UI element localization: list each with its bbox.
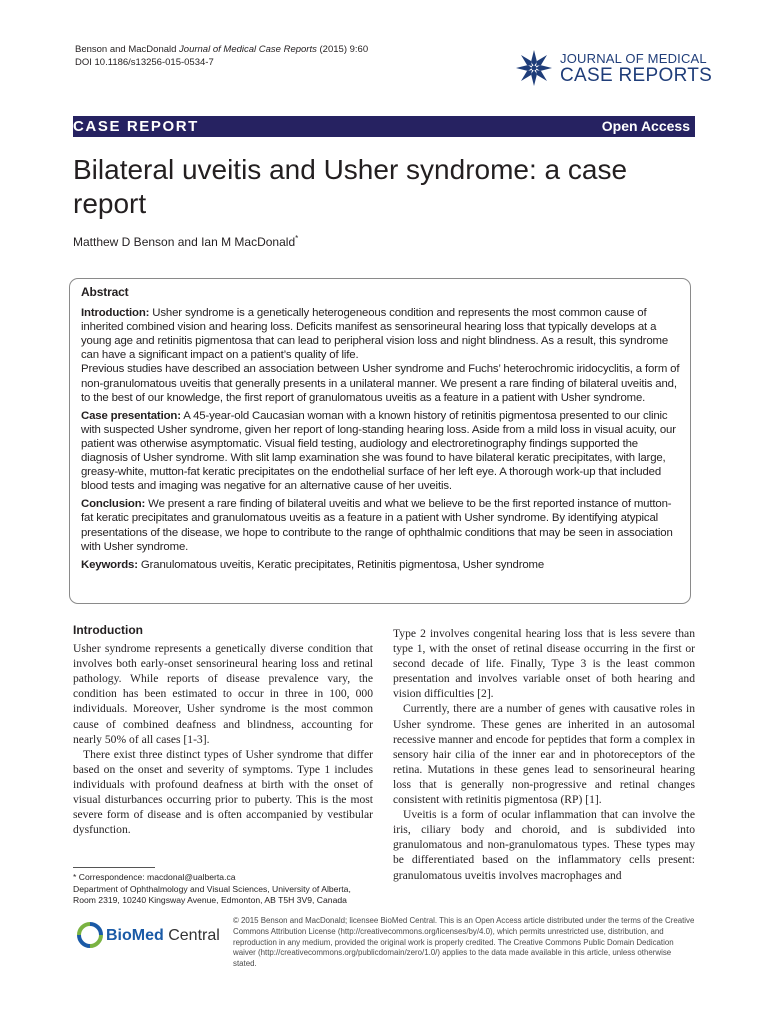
biomed-swirl-icon [79, 924, 101, 946]
abstract-case [81, 409, 683, 494]
abstract-box [69, 278, 691, 604]
logo-line-1: JOURNAL OF MEDICAL [560, 51, 707, 66]
abstract-intro-text: Usher syndrome is a genetically heterogeneous condition and represents the most common cause of inherited combined vision and hearing loss. Deficits manifest as sensorineural hearing loss that typically develops at a young age and retinitis pigmentosa that can lead to peripheral vision loss and night blindness. As a result, this syndrome can have a significant impact on a patient’s quality of life. [81, 307, 669, 362]
body-paragraph: There exist three distinct types of Usher syndrome that differ based on the onset and severity of symptoms. Type 1 includes individuals with profound deafness at birth with the onset of visual disturbances occurring prior to puberty. This is the most severe form of disease and is often accompanied by vestibular dysfunction. [73, 747, 373, 837]
keywords-label: Keywords: [81, 558, 138, 571]
doi: DOI 10.1186/s13256-015-0534-7 [75, 57, 214, 68]
open-access-label: Open Access [601, 118, 690, 134]
correspondence-email: * Correspondence: macdonal@ualberta.ca [73, 872, 236, 882]
citation-header [75, 43, 368, 69]
citation-volume: (2015) 9:60 [319, 44, 369, 55]
article-type-band [73, 116, 695, 137]
abstract-intro-text-2: Previous studies have described an association between Usher syndrome and Fuchs’ heterochromic iridocyclitis, a form of non-granulomatous uveitis that generally presents in a unilateral manner. We present a rare finding of bilateral uveitis and, to the best of our knowledge, the first report of granulomatous uveitis as a feature in a patient with Usher syndrome. [81, 363, 680, 404]
citation-authors: Benson and MacDonald [75, 44, 177, 55]
abstract-case-text: A 45-year-old Caucasian woman with a known history of retinitis pigmentosa presented to our clinic with suspected Usher syndrome, given her report of long-standing hearing loss. Aside from a mild loss in visual acuity, our patient was otherwise asymptomatic. Visual field testing, audiology and electroretinography findings supported the diagnosis of Usher syndrome. With slit lamp examination she was found to have bilateral keratic precipitates, with large, greasy-white, mutton-fat keratic precipitates on the endothelial surface of her left eye. A thorough work-up that included blood tests and imaging was negative for an alternative cause of her uveitis. [81, 409, 676, 493]
abstract-keywords [81, 558, 683, 572]
body-paragraph: Currently, there are a number of genes with causative roles in Usher syndrome. These genes are inherited in an autosomal recessive manner and encode for peptides that form a complex in sensory hair cilia of the inner ear and in photoreceptors of the retina. Mutations in these genes lead to sensorineural hearing loss that is generally non-progressive and retinal changes consistent with retinitis pigmentosa (RP) [1]. [393, 702, 695, 807]
footnote [73, 872, 373, 907]
abstract-heading: Abstract [81, 285, 129, 299]
license-statement: © 2015 Benson and MacDonald; licensee BioMed Central. This is an Open Access article distributed under the terms of the Creative Commons Attribution License (http://creativecommons.org/licenses/by/4.0), which permits unrestricted use, distribution, and reproduction in any medium, provided the original work is properly credited. The Creative Commons Public Domain Dedication waiver (http://creativecommons.org/publicdomain/zero/1.0/) applies to the data made available in this article, unless otherwise stated. [233, 916, 695, 969]
journal-logo-text [560, 51, 712, 85]
abstract-intro-label: Introduction: [81, 307, 150, 320]
author-names: Matthew D Benson and Ian M MacDonald [73, 235, 296, 249]
author-affiliation: Department of Ophthalmology and Visual Sciences, University of Alberta, Room 2319, 10240 Kingsway Avenue, Edmonton, AB T5H 3V9, Canada [73, 883, 351, 905]
abstract-conclusion [81, 497, 683, 553]
body-paragraph: Type 2 involves congenital hearing loss that is less severe than type 1, with the onset of retinal disease occurring in the first or second decade of life. Finally, Type 3 is the least common presentation and involves variable onset of both hearing and vision difficulties [2]. [393, 627, 695, 701]
abstract-conclusion-label: Conclusion: [81, 498, 146, 511]
article-title: Bilateral uveitis and Usher syndrome: a case report [73, 154, 628, 219]
section-heading-introduction: Introduction [73, 623, 143, 637]
body-paragraph: Usher syndrome represents a genetically diverse condition that involves both early-onset sensorineural hearing loss and retinal pathology. While reports of disease prevalence vary, the condition has been estimated to occur in three in 100, 000 individuals. Moreover, Usher syndrome is the most common cause of combined deafness and blindness, accounting for nearly 50% of all cases [1-3]. [73, 642, 373, 746]
citation-journal: Journal of Medical Case Reports [179, 44, 317, 55]
abstract-case-label: Case presentation: [81, 409, 181, 422]
logo-line-2: CASE REPORTS [560, 65, 713, 86]
abstract-conclusion-text: We present a rare finding of bilateral uveitis and what we believe to be the first reported instance of mutton-fat keratic precipitates and granulomatous uveitis as a feature in a patient with Usher syndrome. By identifying atypical presentations of the disease, we hope to contribute to the range of ophthalmic conditions that may be seen in association with Usher syndrome. [81, 498, 673, 553]
article-type-label: CASE REPORT [73, 118, 199, 135]
body-paragraph: Uveitis is a form of ocular inflammation that can involve the iris, ciliary body and choroid, and is subdivided into granulomatous and non-granulomatous types. These types may be differentiated based on the inflammatory cells present: granulomatous uveitis involves macrophages and [393, 808, 695, 882]
authors [73, 234, 298, 249]
footnote-divider [73, 867, 155, 868]
keywords-text: Granulomatous uveitis, Keratic precipitates, Retinitis pigmentosa, Usher syndrome [137, 558, 545, 571]
abstract-introduction [81, 306, 683, 405]
publisher-name: BioMed Central [106, 927, 220, 944]
body-right-column [393, 626, 695, 883]
biomed-central-logo [73, 918, 223, 952]
body-left-column [73, 623, 373, 837]
correspondence-mark: * [295, 234, 299, 243]
